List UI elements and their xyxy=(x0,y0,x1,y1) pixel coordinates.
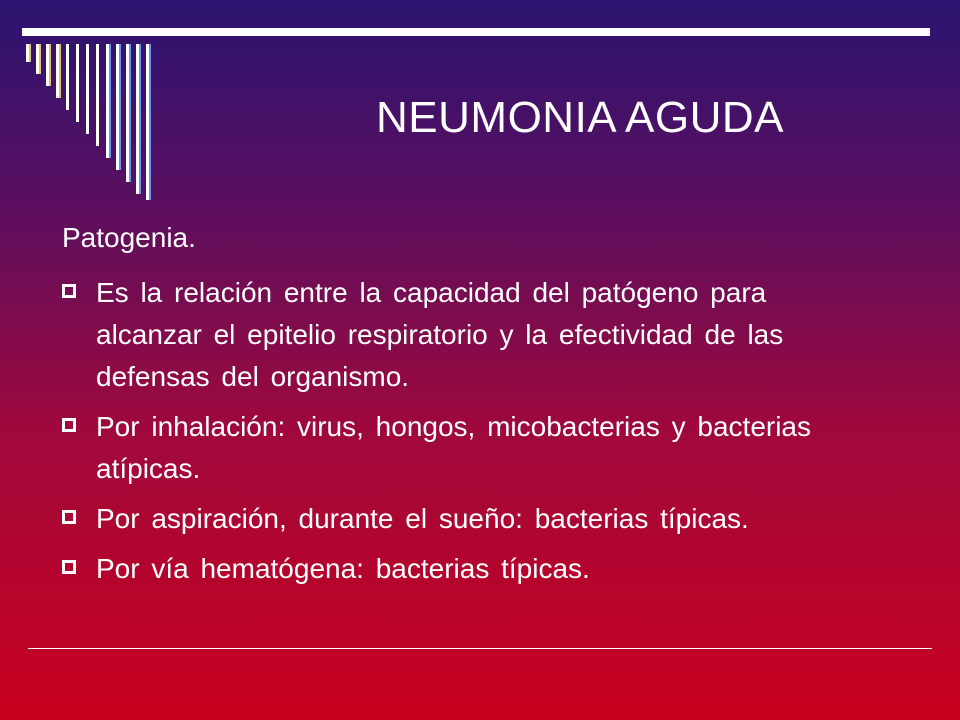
bullet-text: Por inhalación: virus, hongos, micobacterias y bacterias atípicas. xyxy=(96,411,812,484)
bullet-text: Por vía hematógena: bacterias típicas. xyxy=(96,553,590,584)
hollow-square-bullet-icon xyxy=(62,284,76,298)
list-item xyxy=(62,548,882,590)
list-item xyxy=(62,498,882,540)
bullet-text: Es la relación entre la capacidad del patógeno para alcanzar el epitelio respiratorio y la efectividad de las defensas del organismo. xyxy=(96,277,784,392)
bullet-list xyxy=(62,272,882,598)
hollow-square-bullet-icon xyxy=(62,510,76,524)
slide-title: NEUMONIA AGUDA xyxy=(376,93,784,142)
list-item xyxy=(62,272,882,398)
list-item xyxy=(62,406,882,490)
bullet-text: Por aspiración, durante el sueño: bacterias típicas. xyxy=(96,503,749,534)
hollow-square-bullet-icon xyxy=(62,560,76,574)
bottom-rule xyxy=(28,648,932,649)
section-subtitle: Patogenia. xyxy=(62,222,196,253)
decorative-stripes xyxy=(0,0,200,200)
hollow-square-bullet-icon xyxy=(62,418,76,432)
